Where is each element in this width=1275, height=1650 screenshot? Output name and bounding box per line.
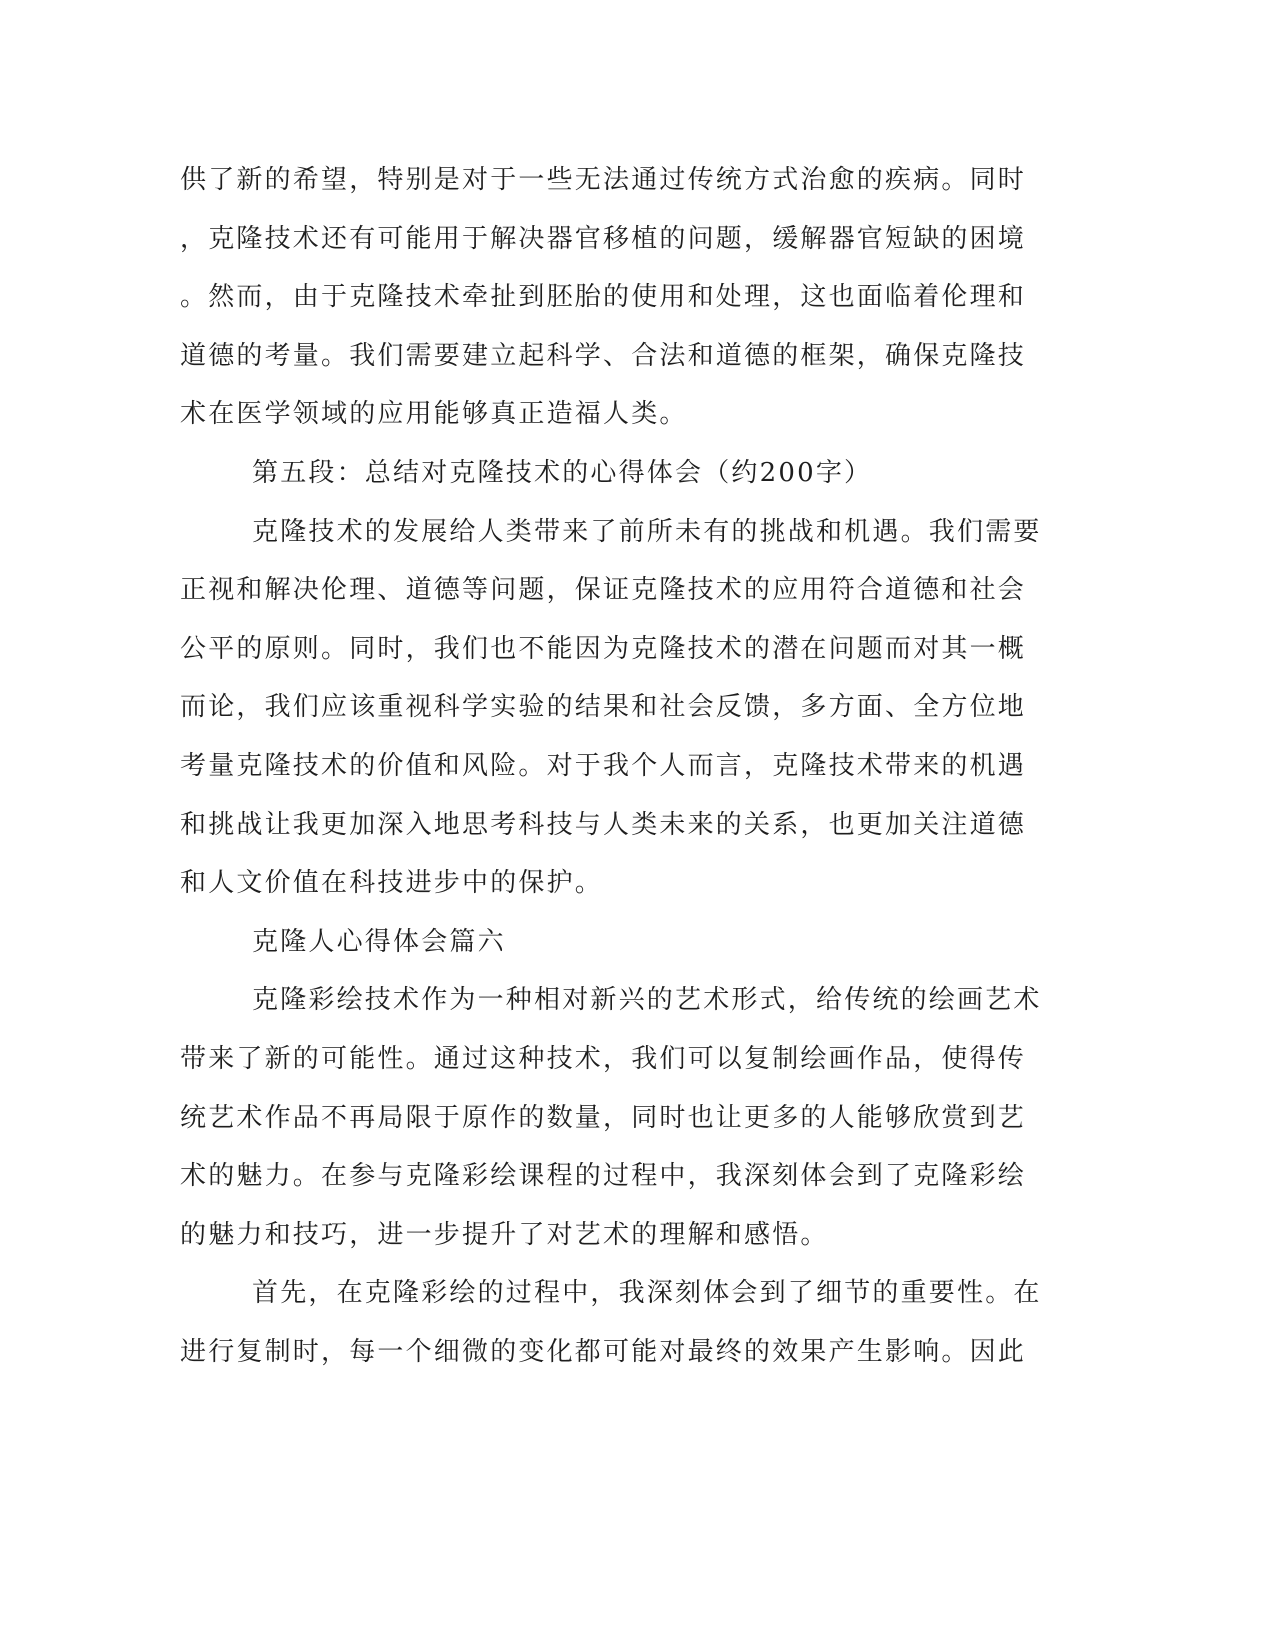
paragraph-first-line: 克隆彩绘技术作为一种相对新兴的艺术形式，给传统的绘画艺术 — [252, 985, 1042, 1015]
section-heading: 第五段：总结对克隆技术的心得体会（约200字） — [252, 458, 873, 488]
body-text-line: 考量克隆技术的价值和风险。对于我个人而言，克隆技术带来的机遇 — [180, 751, 1027, 781]
body-text-line: 公平的原则。同时，我们也不能因为克隆技术的潜在问题而对其一概 — [180, 634, 1027, 664]
body-text-line: 道德的考量。我们需要建立起科学、合法和道德的框架，确保克隆技 — [180, 341, 1027, 371]
body-text-line: 统艺术作品不再局限于原作的数量，同时也让更多的人能够欣赏到艺 — [180, 1103, 1027, 1133]
body-text-line: 进行复制时，每一个细微的变化都可能对最终的效果产生影响。因此 — [180, 1337, 1027, 1367]
body-text-line: 和人文价值在科技进步中的保护。 — [180, 868, 604, 898]
body-text-line: 的魅力和技巧，进一步提升了对艺术的理解和感悟。 — [180, 1220, 829, 1250]
section-heading: 克隆人心得体会篇六 — [252, 927, 506, 957]
body-text-line: 而论，我们应该重视科学实验的结果和社会反馈，多方面、全方位地 — [180, 692, 1027, 722]
body-text-line: 术的魅力。在参与克隆彩绘课程的过程中，我深刻体会到了克隆彩绘 — [180, 1161, 1027, 1191]
body-text-line: 供了新的希望，特别是对于一些无法通过传统方式治愈的疾病。同时 — [180, 165, 1027, 195]
body-text-line: 正视和解决伦理、道德等问题，保证克隆技术的应用符合道德和社会 — [180, 575, 1027, 605]
body-text-line: 和挑战让我更加深入地思考科技与人类未来的关系，也更加关注道德 — [180, 810, 1027, 840]
paragraph-first-line: 克隆技术的发展给人类带来了前所未有的挑战和机遇。我们需要 — [252, 517, 1042, 547]
body-text-line: 术在医学领域的应用能够真正造福人类。 — [180, 399, 688, 429]
paragraph-first-line: 首先，在克隆彩绘的过程中，我深刻体会到了细节的重要性。在 — [252, 1278, 1042, 1308]
body-text-line: 带来了新的可能性。通过这种技术，我们可以复制绘画作品，使得传 — [180, 1044, 1027, 1074]
body-text-line: 。然而，由于克隆技术牵扯到胚胎的使用和处理，这也面临着伦理和 — [180, 282, 1027, 312]
body-text-line: ，克隆技术还有可能用于解决器官移植的问题，缓解器官短缺的困境 — [180, 224, 1027, 254]
